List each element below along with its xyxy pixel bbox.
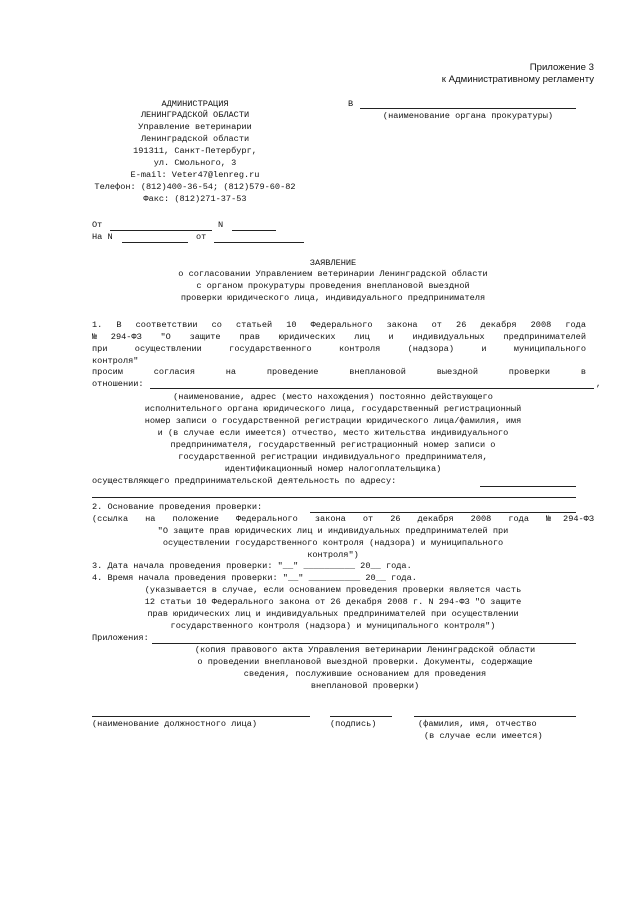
- appendix-number: Приложение 3: [529, 62, 594, 73]
- item-1-line-5: просим согласия на проведение внеплановой выездной проверки в: [92, 367, 586, 377]
- signature-field[interactable]: [330, 716, 392, 717]
- number-label: N: [218, 220, 224, 230]
- subject-caption-2: исполнительного органа юридического лица, государственный регистрационный: [144, 404, 522, 414]
- time-note-4: государственного контроля (надзора) и муниципального контроля"): [170, 621, 496, 631]
- attachments-field[interactable]: [152, 643, 576, 644]
- sender-department: Управление ветеринарии: [138, 122, 252, 132]
- basis-caption-2: "О защите прав юридических лиц и индивидуальных предпринимателей при: [157, 526, 509, 536]
- appendix-reference: к Административному регламенту: [441, 74, 594, 85]
- address-label: осуществляющего предпринимательской деятельность по адресу:: [92, 476, 397, 486]
- attachments-caption-2: о проведении внеплановой выездной проверки. Документы, содержащие: [197, 657, 533, 667]
- title-heading: ЗАЯВЛЕНИЕ: [309, 258, 357, 268]
- official-position-field[interactable]: [92, 716, 310, 717]
- attachments-label: Приложения:: [92, 633, 149, 643]
- attachments-caption-4: внеплановой проверки): [310, 681, 420, 691]
- item-1-subject-label: отношении:: [92, 379, 144, 389]
- official-position-caption: (наименование должностного лица): [92, 719, 258, 729]
- basis-caption-3: осуществлении государственного контроля (надзора) и муниципального: [162, 538, 504, 548]
- sender-email: E-mail: Veter47@lenreg.ru: [130, 170, 260, 180]
- recipient-caption: (наименование органа прокуратуры): [382, 111, 554, 121]
- title-line-3: с органом прокуратуры проведения внеплановой выездной: [196, 281, 470, 291]
- from-date-field[interactable]: [110, 230, 212, 231]
- subject-caption-4: и (в случае если имеется) отчество, место жительства индивидуального: [157, 428, 509, 438]
- item-1-line-1: 1. В соответствии со статьей 10 Федерального закона от 26 декабря 2008 года: [92, 320, 586, 330]
- sender-street: ул. Смольного, 3: [153, 158, 237, 168]
- recipient-field-line[interactable]: [360, 108, 576, 109]
- subject-caption-1: (наименование, адрес (место нахождения) постоянно действующего: [173, 392, 493, 402]
- inspection-subject-field[interactable]: [150, 388, 594, 389]
- time-note-2: 12 статьи 10 Федерального закона от 26 декабря 2008 г. N 294-ФЗ "О защите: [144, 597, 522, 607]
- address-field-continued[interactable]: [92, 497, 576, 498]
- inspection-start-date[interactable]: 3. Дата начала проведения проверки: "__" __________ 20__ года.: [92, 561, 412, 571]
- inspection-start-time[interactable]: 4. Время начала проведения проверки: "__" __________ 20__ года.: [92, 573, 417, 583]
- sender-department-region: Ленинградской области: [140, 134, 250, 144]
- signature-caption: (подпись): [330, 719, 377, 729]
- item-1-line-4: контроля": [92, 356, 139, 366]
- sender-fax: Факс: (812)271-37-53: [143, 194, 247, 204]
- subject-caption-6: государственной регистрации индивидуального предпринимателя,: [178, 452, 488, 462]
- title-line-4: проверки юридического лица, индивидуального предпринимателя: [180, 293, 486, 303]
- recipient-prefix: В: [348, 99, 354, 109]
- time-note-1: (указывается в случае, если основанием проведения проверки является часть: [144, 585, 522, 595]
- sender-region: ЛЕНИНГРАДСКОЙ ОБЛАСТИ: [140, 110, 250, 120]
- subject-caption-7: идентификационный номер налогоплательщика): [224, 464, 442, 474]
- full-name-caption-note: (в случае если имеется): [424, 731, 543, 741]
- attachments-caption-3: сведения, послужившие основанием для проведения: [243, 669, 487, 679]
- time-note-3: прав юридических лиц и индивидуальных предпринимателей при осуществлении: [147, 609, 519, 619]
- from-date-label: От: [92, 220, 103, 230]
- full-name-caption: (фамилия, имя, отчество: [418, 719, 537, 729]
- basis-caption-4: контроля"): [307, 550, 359, 560]
- address-field[interactable]: [480, 486, 576, 487]
- item-1-comma: ,: [596, 379, 602, 389]
- item-1-line-2: №294-ФЗ "О защите прав юридических лиц и индивидуальных предпринимателей: [92, 332, 586, 342]
- inspection-basis-field[interactable]: [310, 512, 576, 513]
- sender-org: АДМИНИСТРАЦИЯ: [161, 99, 229, 109]
- inspection-basis-label: 2. Основание проведения проверки:: [92, 502, 263, 512]
- attachments-caption-1: (копия правового акта Управления ветеринарии Ленинградской области: [194, 645, 536, 655]
- sender-postal: 191311, Санкт-Петербург,: [133, 146, 257, 156]
- sender-phone: Телефон: (812)400-36-54; (812)579-60-82: [94, 182, 296, 192]
- reference-date-field[interactable]: [214, 242, 304, 243]
- item-1-line-3: при осуществлении государственного контроля (надзора) и муниципального: [92, 344, 586, 354]
- full-name-field[interactable]: [414, 716, 576, 717]
- subject-caption-5: предпринимателя, государственный регистрационный номер записи о: [170, 440, 496, 450]
- subject-caption-3: номер записи о государственной регистрации юридического лица/фамилия, имя: [144, 416, 522, 426]
- number-field[interactable]: [232, 230, 276, 231]
- title-line-2: о согласовании Управлением ветеринарии Ленинградской области: [178, 269, 488, 279]
- reference-number-field[interactable]: [122, 242, 188, 243]
- reference-date-label: от: [196, 232, 207, 242]
- basis-caption-1: (ссылка на положение Федерального закона от 26 декабря 2008 года №294-ФЗ: [92, 514, 594, 524]
- reference-number-label: На N: [92, 232, 113, 242]
